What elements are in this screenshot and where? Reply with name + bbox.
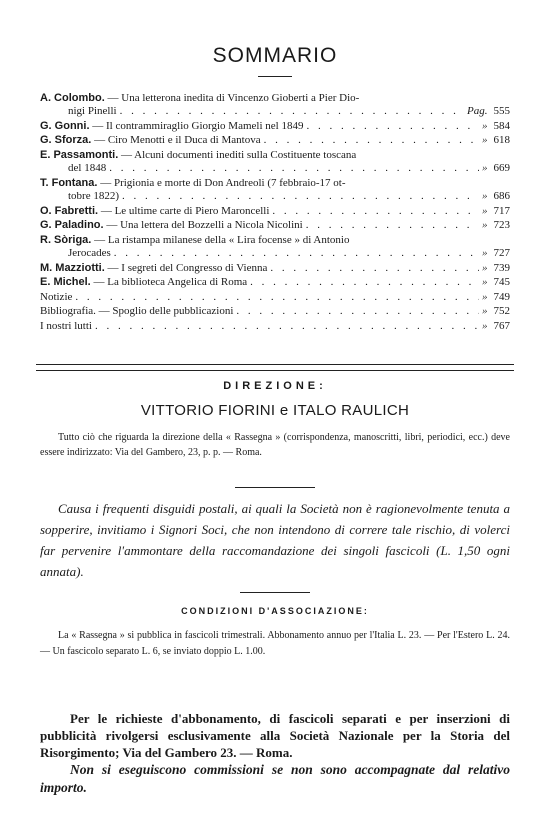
toc-entry: [40, 205, 510, 218]
toc-page-number: » 749: [482, 290, 510, 303]
toc-entry-line: [40, 149, 510, 162]
direzione-names: VITTORIO FIORINI e ITALO RAULICH: [140, 402, 410, 419]
page-title: SOMMARIO: [212, 44, 338, 67]
toc-label: Bibliografia.: [40, 305, 96, 318]
direzione-heading: DIREZIONE:: [223, 380, 327, 392]
toc-entry: [40, 149, 510, 175]
toc-entry-line: [40, 291, 510, 304]
toc-page-number: » 584: [482, 119, 510, 132]
short-divider: [235, 487, 315, 488]
toc-page-number: » 752: [482, 305, 510, 318]
direzione-text: Tutto ciò che riguarda la direzione della « Rassegna » (corrispondenza, manoscritti, libri, periodici, ecc.) deve essere indirizzato: Via del Gambero, 23, p. p. — Roma.: [40, 432, 510, 458]
toc-leader: [264, 134, 479, 147]
toc-article-title: — Una letterona inedita di Vincenzo Gioberti a Pier Dio-: [107, 92, 360, 104]
title-rule: [258, 76, 292, 77]
toc-entry-line: [40, 92, 510, 105]
toc-article-title: — Il contrammiraglio Giorgio Mameli nel 1849: [92, 119, 304, 132]
toc-leader: [120, 105, 464, 118]
toc-article-title: del 1848: [68, 162, 107, 175]
toc-entry-line: [40, 205, 510, 218]
toc-entry: [40, 276, 510, 289]
table-of-contents: [40, 92, 510, 335]
toc-page-number: » 686: [482, 189, 510, 202]
condizioni-heading: CONDIZIONI D'ASSOCIAZIONE:: [181, 606, 369, 616]
toc-entry: [40, 305, 510, 318]
toc-leader: [236, 305, 479, 318]
toc-page-number: » 727: [482, 246, 510, 259]
toc-article-title: nigi Pinelli: [68, 105, 117, 118]
toc-leader: [272, 205, 479, 218]
toc-entry-line: [40, 247, 510, 260]
toc-article-title: — Spoglio delle pubblicazioni: [98, 305, 234, 318]
toc-entry: [40, 134, 510, 147]
toc-article-title: — Prigionia e morte di Don Andreoli (7 febbraio-17 ot-: [100, 176, 346, 189]
toc-article-title: tobre 1822): [68, 189, 120, 202]
toc-entry: [40, 92, 510, 118]
toc-entry-line: [40, 105, 510, 118]
toc-entry-line: [40, 276, 510, 289]
toc-entry: [40, 320, 510, 333]
toc-article-title: — Alcuni documenti inediti sulla Costituente toscana: [121, 148, 357, 161]
toc-author: T. Fontana.: [40, 176, 98, 189]
toc-page-number: » 717: [482, 204, 510, 217]
toc-author: R. Sòriga.: [40, 233, 92, 246]
toc-author: M. Mazziotti.: [40, 261, 105, 274]
toc-entry-line: [40, 134, 510, 147]
toc-entry-line: [40, 162, 510, 175]
toc-entry-line: [40, 234, 510, 247]
toc-author: G. Sforza.: [40, 134, 92, 147]
toc-page-number: » 618: [482, 134, 510, 147]
toc-article-title: Jerocades: [68, 246, 111, 259]
toc-leader: [250, 276, 479, 289]
toc-entry-line: [40, 120, 510, 133]
toc-entry: [40, 120, 510, 133]
toc-page-number: » 723: [482, 219, 510, 232]
toc-entry-line: [40, 262, 510, 275]
toc-entry: [40, 291, 510, 304]
toc-page-number: » 739: [482, 261, 510, 274]
toc-author: A. Colombo.: [40, 92, 105, 104]
toc-article-title: — La biblioteca Angelica di Roma: [93, 276, 248, 289]
toc-article-title: — Le ultime carte di Piero Maroncelli: [100, 204, 270, 217]
toc-entry-line: [40, 305, 510, 318]
toc-author: G. Gonni.: [40, 119, 90, 132]
toc-label: Notizie: [40, 290, 73, 303]
toc-author: O. Fabretti.: [40, 204, 99, 217]
toc-page-number: » 669: [482, 162, 510, 175]
toc-entry-line: [40, 190, 510, 203]
toc-author: E. Passamonti.: [40, 148, 119, 161]
toc-leader: [114, 247, 479, 260]
toc-leader: [75, 291, 479, 304]
toc-page-number: » 767: [482, 319, 510, 332]
toc-entry: [40, 219, 510, 232]
toc-entry-line: [40, 177, 510, 190]
toc-entry: [40, 177, 510, 203]
toc-leader: [306, 120, 479, 133]
toc-page-number: » 745: [482, 276, 510, 289]
toc-entry-line: [40, 320, 510, 333]
toc-entry-line: [40, 219, 510, 232]
section-divider: [36, 364, 514, 371]
toc-article-title: — I segreti del Congresso di Vienna: [107, 261, 268, 274]
toc-label: I nostri lutti: [40, 319, 92, 332]
toc-leader: [122, 190, 479, 203]
toc-article-title: — La ristampa milanese della « Lira focense » di Antonio: [94, 233, 350, 246]
toc-leader: [306, 219, 479, 232]
toc-author: E. Michel.: [40, 276, 91, 289]
subscription-info: Per le richieste d'abbonamento, di fascicoli separati e per inserzioni di pubblicità rivolgersi esclusivamente alla Società Nazionale per la Storia del Risorgimento; Via del Gambero 23. — Roma.: [40, 711, 510, 760]
condizioni-text: La « Rassegna » si pubblica in fascicoli trimestrali. Abbonamento annuo per l'Italia L. 23. — Per l'Estero L. 24. — Un fascicolo separato L. 6, se inviato doppio L. 1.00.: [40, 630, 510, 657]
toc-page-number: Pag. 555: [467, 105, 510, 118]
toc-article-title: — Una lettera del Bozzelli a Nicola Nicolini: [106, 219, 303, 232]
toc-leader: [95, 320, 479, 333]
toc-entry: [40, 262, 510, 275]
toc-leader: [270, 262, 479, 275]
toc-leader: [109, 162, 479, 175]
short-divider: [240, 592, 310, 593]
postal-notice: Causa i frequenti disguidi postali, ai quali la Società non è ragionevolmente tenuta a sopperire, invitiamo i Signori Soci, che non intendono di correre tale rischio, di volerci far pervenire l'ammontare della raccomandazione dei singoli fascicoli (L. 1,50 ogni annata).: [40, 501, 510, 579]
toc-article-title: — Ciro Menotti e il Duca di Mantova: [94, 134, 261, 147]
toc-author: G. Paladino.: [40, 219, 104, 232]
toc-entry: [40, 234, 510, 260]
payment-warning: Non si eseguiscono commissioni se non sono accompagnate dal relativo importo.: [40, 762, 510, 795]
